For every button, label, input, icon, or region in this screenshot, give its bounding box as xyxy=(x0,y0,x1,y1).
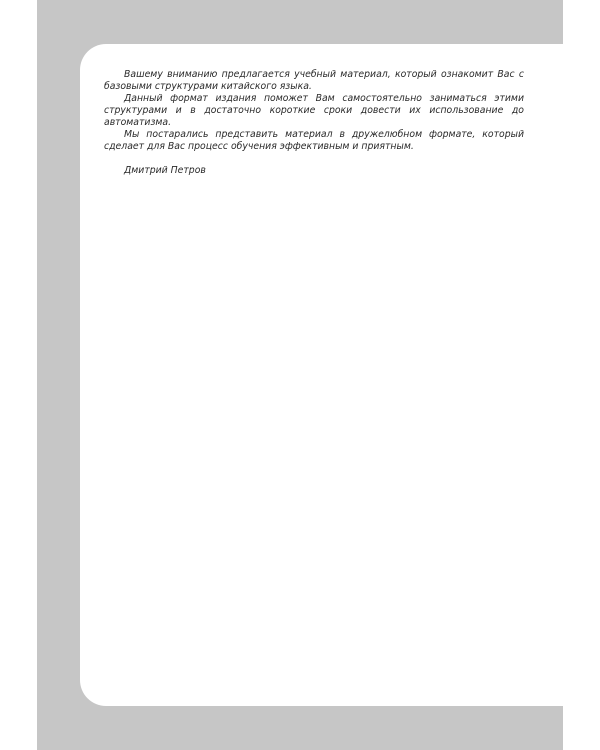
foreword-text xyxy=(104,69,524,177)
paragraph-friendly: Мы постарались представить материал в дружелюбном формате, который сделает для Вас процесс обучения эффективным и приятным. xyxy=(104,129,524,152)
paragraph-format: Данный формат издания поможет Вам самостоятельно заниматься этими структурами и в достаточно короткие сроки довести их использование до автоматизма. xyxy=(104,93,524,128)
author-signature: Дмитрий Петров xyxy=(124,165,206,176)
paragraph-intro: Вашему вниманию предлагается учебный материал, который ознакомит Вас с базовыми структурами китайского языка. xyxy=(104,69,524,92)
